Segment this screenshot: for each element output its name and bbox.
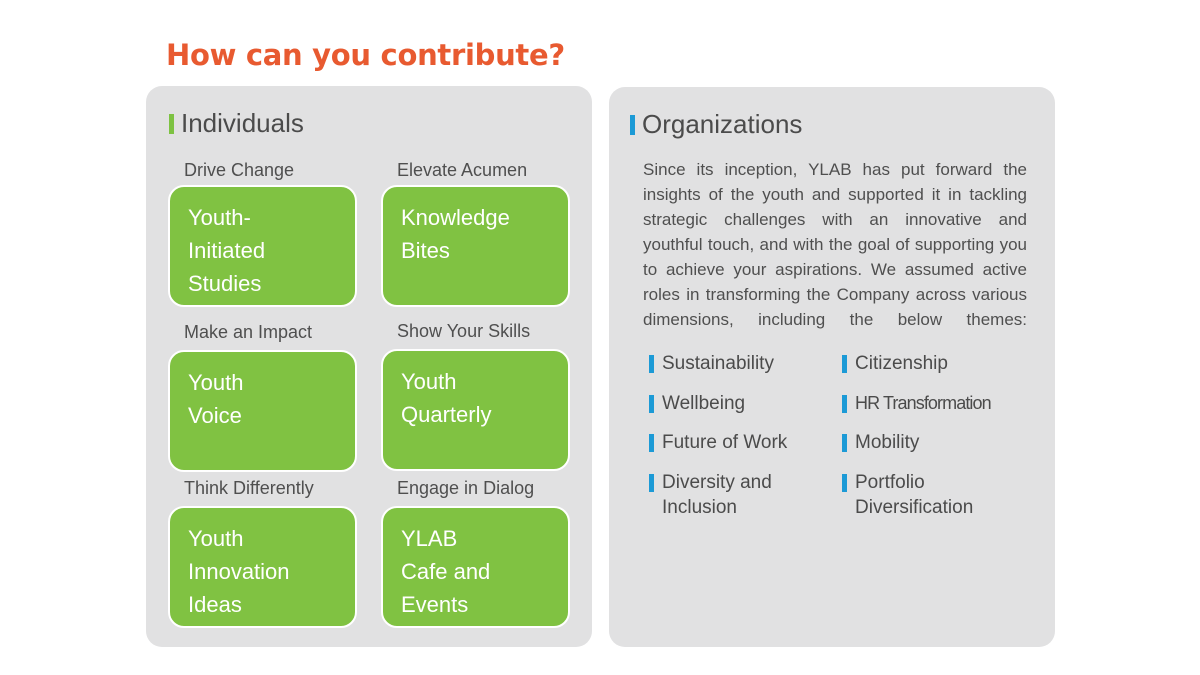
theme-label: Wellbeing [662,393,746,414]
theme-label: Mobility [855,432,920,453]
theme-diversity-and-inclusion [649,470,829,520]
individuals-heading [169,108,304,139]
label-make-an-impact: Make an Impact [184,322,313,342]
tile-text: Youth Voice [188,370,244,428]
label-drive-change: Drive Change [184,160,295,180]
label-think-differently: Think Differently [184,478,314,498]
tile-youth-voice[interactable] [168,350,357,472]
theme-hr-transformation [842,391,1022,416]
blue-accent-bar [649,474,654,492]
theme-wellbeing [649,391,829,416]
blue-accent-bar [842,355,847,373]
theme-label: Sustainability [662,353,774,374]
tile-ylab-cafe-and-events[interactable] [381,506,570,628]
theme-sustainability [649,351,829,376]
theme-label: HR Transformation [855,393,991,413]
blue-accent-bar [649,434,654,452]
tile-text: Youth- Initiated Studies [188,205,266,296]
theme-citizenship [842,351,1022,376]
theme-label: Portfolio Diversification [855,472,974,518]
organizations-heading [630,109,802,140]
blue-accent-bar [842,395,847,413]
label-engage-in-dialog: Engage in Dialog [397,478,535,498]
label-elevate-acumen: Elevate Acumen [397,160,528,180]
individuals-heading-text: Individuals [181,108,304,138]
theme-mobility [842,430,1022,455]
page-title: How can you contribute? [166,38,565,72]
theme-label: Future of Work [662,432,788,453]
organizations-panel [609,87,1055,647]
tile-youth-innovation-ideas[interactable] [168,506,357,628]
label-show-your-skills: Show Your Skills [397,321,531,341]
theme-label: Citizenship [855,353,948,374]
organizations-heading-text: Organizations [642,109,803,139]
green-accent-bar [169,114,174,134]
theme-portfolio-diversification [842,470,1022,520]
blue-accent-bar [630,115,635,135]
blue-accent-bar [842,474,847,492]
theme-label: Diversity and Inclusion [662,472,772,518]
blue-accent-bar [649,355,654,373]
organizations-paragraph: Since its inception, YLAB has put forward the insights of the youth and supported it in tackling strategic challenges with an innovative and youthful touch, and with the goal of supporting you to achieve your aspirations. We assumed active roles in transforming the Company across various dimensions, including the below themes: [643,160,1027,329]
blue-accent-bar [842,434,847,452]
tile-text: Youth Quarterly [401,369,492,427]
tile-knowledge-bites[interactable] [381,185,570,307]
tile-youth-quarterly[interactable] [381,349,570,471]
individuals-panel [146,86,592,647]
tile-youth-initiated-studies[interactable] [168,185,357,307]
blue-accent-bar [649,395,654,413]
tile-text: Youth Innovation Ideas [188,526,290,617]
tile-text: Knowledge Bites [401,205,510,263]
theme-future-of-work [649,430,829,455]
tile-text: YLAB Cafe and Events [401,526,491,617]
